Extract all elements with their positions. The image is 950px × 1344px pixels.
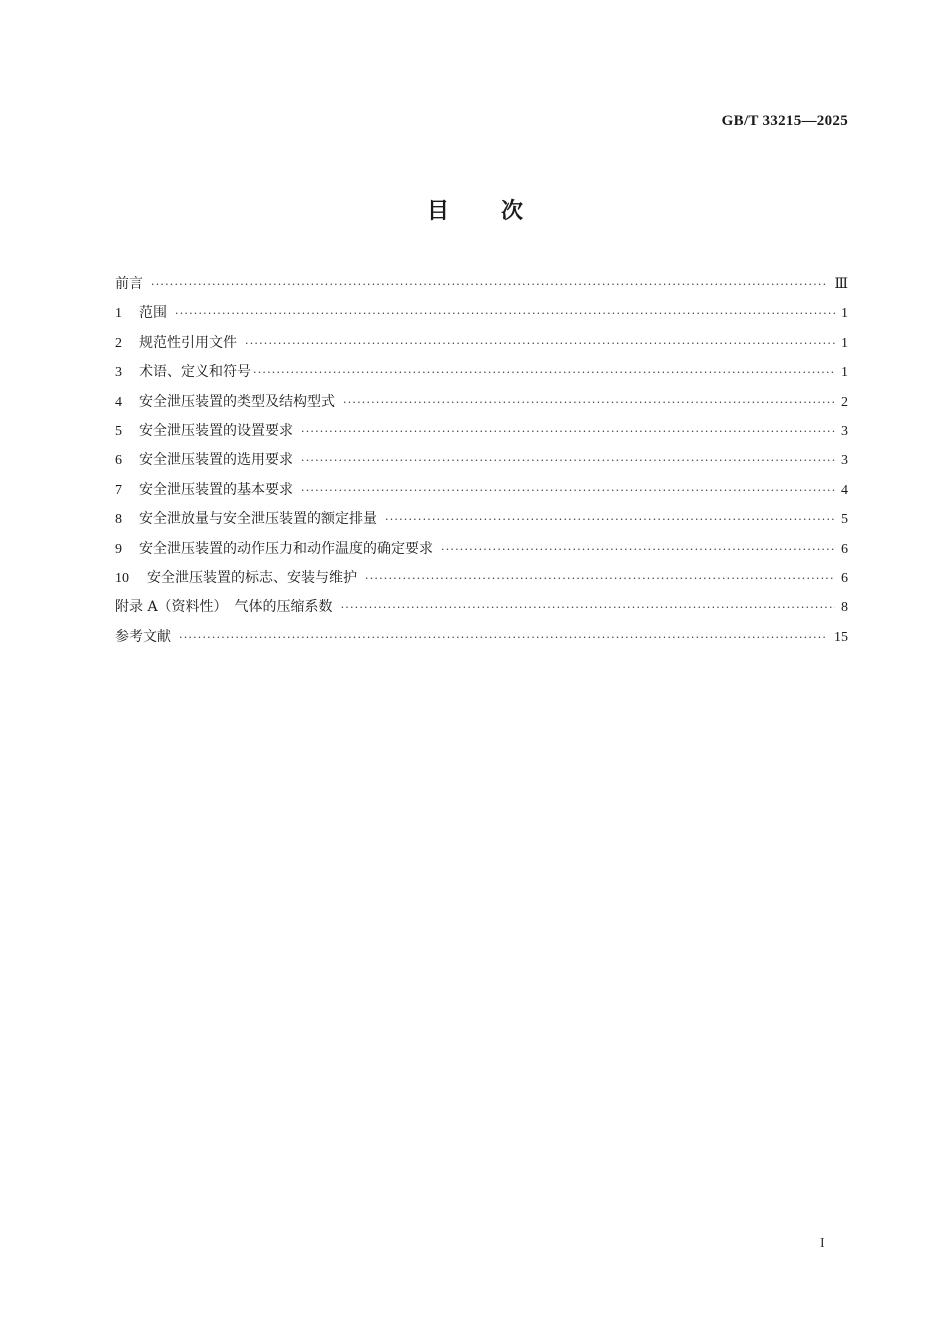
toc-entry-label: 安全泄压装置的基本要求 — [139, 481, 293, 498]
toc-entry-label: 规范性引用文件 — [139, 334, 237, 351]
toc-entry-label: 安全泄压装置的类型及结构型式 — [139, 393, 335, 410]
toc-leader-dots — [175, 299, 835, 328]
toc-entry-8[interactable] — [115, 505, 848, 534]
toc-leader-dots — [343, 388, 835, 417]
toc-entry-number: 8 — [115, 512, 122, 528]
toc-entry-4[interactable] — [115, 388, 848, 417]
toc-entry-label: 前言 — [115, 276, 143, 292]
toc-entry-3[interactable] — [115, 358, 848, 387]
toc-entry-label: 参考文献 — [115, 628, 171, 645]
toc-leader-dots — [179, 623, 828, 652]
toc-leader-dots — [365, 564, 835, 593]
toc-entry-number: 3 — [115, 365, 122, 381]
toc-entry-label: 安全泄压装置的标志、安装与维护 — [147, 569, 357, 586]
toc-entry-page: 1 — [841, 306, 848, 322]
toc-entry-number: 1 — [115, 306, 122, 322]
toc-entry-label: 安全泄压装置的动作压力和动作温度的确定要求 — [139, 540, 433, 557]
document-code: GB/T 33215—2025 — [721, 113, 848, 129]
toc-entry-7[interactable] — [115, 476, 848, 505]
toc-entry-label: 范围 — [139, 305, 167, 322]
title-char-2: 次 — [501, 199, 524, 224]
toc-leader-dots — [301, 476, 835, 505]
table-of-contents — [115, 270, 848, 652]
toc-entry-label: 安全泄放量与安全泄压装置的额定排量 — [139, 511, 377, 528]
toc-leader-dots — [341, 593, 835, 622]
toc-entry-page: 3 — [841, 453, 848, 469]
toc-leader-dots — [441, 535, 835, 564]
toc-leader-dots — [301, 417, 835, 446]
title-char-1: 目 — [426, 199, 449, 224]
toc-entry-page: 1 — [841, 365, 848, 381]
toc-entry-label: 安全泄压装置的设置要求 — [139, 422, 293, 439]
toc-entry-page: Ⅲ — [834, 277, 848, 292]
toc-entry-1[interactable] — [115, 299, 848, 328]
page-number: I — [820, 1236, 825, 1251]
toc-leader-dots — [301, 446, 835, 475]
toc-entry-10[interactable] — [115, 564, 848, 593]
toc-entry-number: 5 — [115, 423, 122, 439]
toc-entry-number: 9 — [115, 541, 122, 557]
toc-entry-appendix-a[interactable] — [115, 593, 848, 622]
toc-entry-number: 7 — [115, 482, 122, 498]
toc-entry-page: 8 — [841, 600, 848, 616]
toc-entry-page: 3 — [841, 423, 848, 439]
toc-entry-9[interactable] — [115, 535, 848, 564]
toc-entry-label: 安全泄压装置的选用要求 — [139, 452, 293, 469]
toc-entry-number: 2 — [115, 335, 122, 351]
toc-entry-page: 4 — [841, 482, 848, 498]
toc-leader-dots — [151, 270, 828, 299]
toc-entry-references[interactable] — [115, 623, 848, 652]
toc-entry-6[interactable] — [115, 446, 848, 475]
toc-entry-2[interactable] — [115, 329, 848, 358]
toc-entry-page: 2 — [841, 394, 848, 410]
toc-leader-dots — [245, 329, 835, 358]
toc-entry-page: 6 — [841, 570, 848, 586]
toc-entry-number: 6 — [115, 453, 122, 469]
toc-leader-dots — [253, 358, 835, 387]
toc-entry-page: 6 — [841, 541, 848, 557]
page-title — [0, 194, 950, 225]
toc-entry-number: 10 — [115, 570, 129, 586]
toc-leader-dots — [385, 505, 835, 534]
toc-entry-page: 5 — [841, 512, 848, 528]
toc-entry-5[interactable] — [115, 417, 848, 446]
toc-entry-page: 15 — [834, 629, 848, 645]
toc-entry-number: 4 — [115, 394, 122, 410]
toc-entry-page: 1 — [841, 335, 848, 351]
toc-entry-label: 附录 A（资料性） 气体的压缩系数 — [115, 599, 333, 616]
toc-entry-foreword[interactable] — [115, 270, 848, 299]
toc-entry-label: 术语、定义和符号 — [139, 364, 251, 381]
